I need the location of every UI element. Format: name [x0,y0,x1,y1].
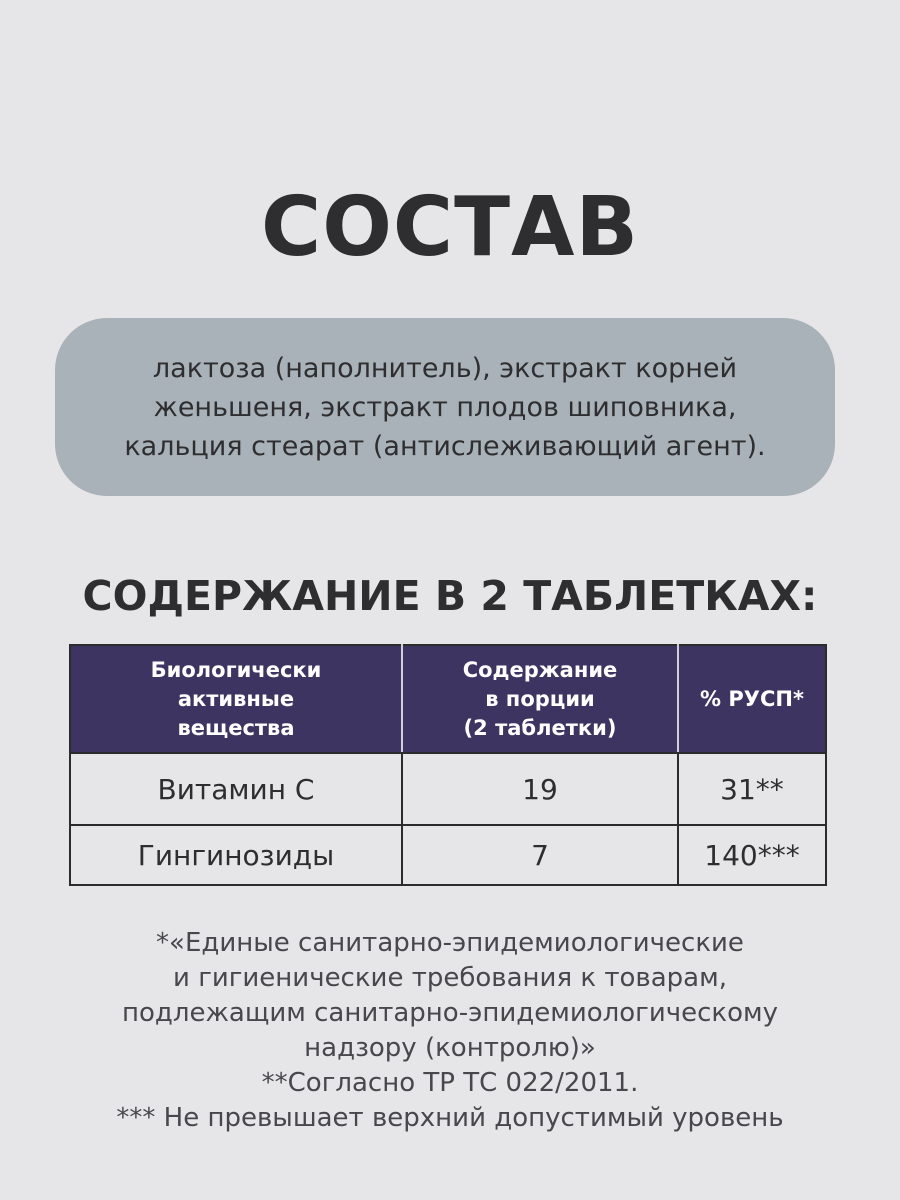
cell-amount: 7 [402,825,678,885]
footnote-line: подлежащим санитарно-эпидемиологическому [121,998,779,1028]
footnote-line: **Согласно ТР ТС 022/2011. [261,1068,639,1098]
nutrition-table [69,644,827,886]
footnote-line: и гигиенические требования к товарам, [173,963,727,993]
header-substances: Биологически активные вещества [70,645,402,753]
cell-rusp: 31** [678,753,826,825]
ingredients-text: лактоза (наполнитель), экстракт корней женьшеня, экстракт плодов шиповника, кальция стеарат (антислеживающий агент). [124,352,766,462]
footnote-line: *** Не превышает верхний допустимый уровень [116,1103,784,1133]
header-content: Содержание в порции (2 таблетки) [402,645,678,753]
table-row [70,753,826,825]
ingredients-box [55,318,835,496]
footnotes [0,926,900,1136]
header-rusp: % РУСП* [678,645,826,753]
table-header-row [70,645,826,753]
cell-substance: Витамин С [70,753,402,825]
footnote-line: *«Единые санитарно-эпидемиологические [156,928,744,958]
page-title: СОСТАВ [261,180,639,275]
table-row [70,825,826,885]
cell-substance: Гингинозиды [70,825,402,885]
cell-rusp: 140*** [678,825,826,885]
footnote-line: надзору (контролю)» [304,1033,596,1063]
cell-amount: 19 [402,753,678,825]
content-subtitle: СОДЕРЖАНИЕ В 2 ТАБЛЕТКАХ: [82,572,818,620]
